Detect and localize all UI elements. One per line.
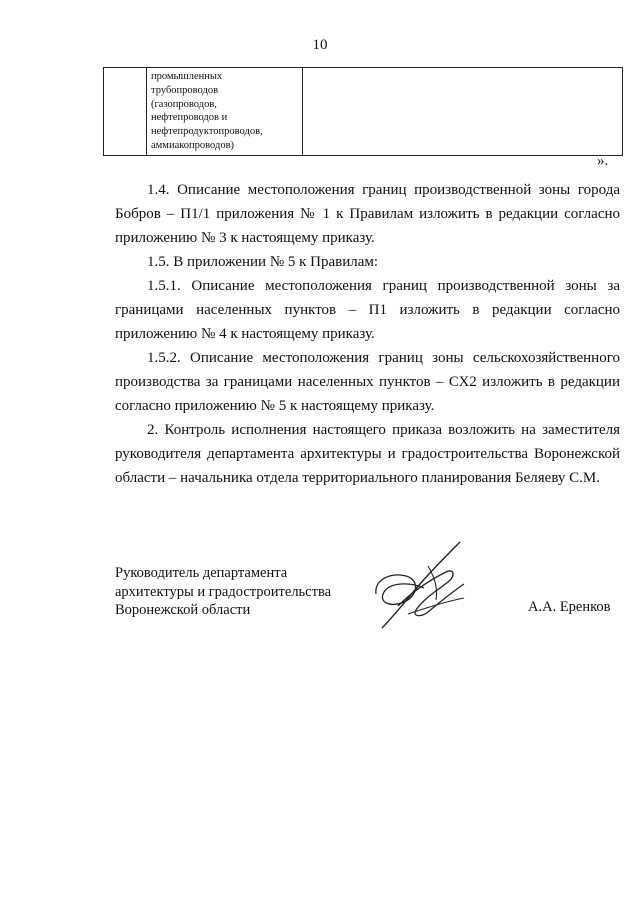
page-number: 10 [312,37,328,53]
table-row [104,68,623,156]
paragraph-line: Воронежской области – начальника отдела территориального планирования [115,446,621,486]
signatory-title-line: Воронежской области [115,602,251,618]
paragraph-line: города Бобров – П1/1 приложения № 1 к Правилам изложить в редакции [115,182,620,222]
table-cell-line: нефтепроводов и [151,112,228,124]
table-cell-zone-type [147,68,303,156]
handwritten-signature [368,536,483,636]
paragraph-1-4 [115,178,620,250]
paragraph-line: Беляеву С.М. [515,470,601,486]
paragraph-line: границами населенных пунктов – П1 изложить в редакции согласно [115,302,620,318]
paragraph-2 [115,418,620,490]
paragraph-line: 2. Контроль исполнения настоящего приказа возложить на [147,422,536,438]
paragraph-line: 1.5.1. Описание местоположения границ производственной зоны за [147,278,620,294]
continuation-table [103,67,623,156]
table-cell-line: промышленных [151,71,223,82]
signatory-title-line: архитектуры и градостроительства [115,583,332,600]
table-cell-number [104,68,147,156]
paragraph-line: приложению № 4 к настоящему приказу. [115,326,375,342]
signer-name: А.А. Еренков [528,599,611,615]
paragraph-line: согласно приложению № 5 к настоящему приказу. [115,398,435,414]
paragraph-1-5-2 [115,346,620,418]
paragraph-line: производства за границами населенных пунктов – СХ2 изложить в редакции [115,374,620,390]
table-cell-line: трубопроводов [151,84,219,96]
table-cell-empty [303,68,623,156]
paragraph-1-5 [115,250,620,274]
signatory-title-line: Руководитель департамента [115,565,288,581]
table-cell-line: (газопроводов, [151,98,217,110]
paragraph-line: 1.5. В приложении № 5 к Правилам: [147,254,379,270]
closing-quote-mark: ». [597,153,609,169]
paragraph-1-5-1 [115,274,620,346]
paragraph-line: 1.5.2. Описание местоположения границ зоны сельскохозяйственного [147,350,620,366]
paragraph-line: 1.4. Описание местоположения границ производственной зоны [147,182,571,198]
table-cell-line: нефтепродуктопроводов, [151,126,263,138]
table-cell-line: аммиакопроводов) [151,139,235,151]
paragraph-line: согласно приложению № 3 к настоящему приказу. [115,206,620,246]
paragraph-line: заместителя руководителя департамента архитектуры и градостроительства [115,422,621,462]
signatory-title [115,564,375,620]
